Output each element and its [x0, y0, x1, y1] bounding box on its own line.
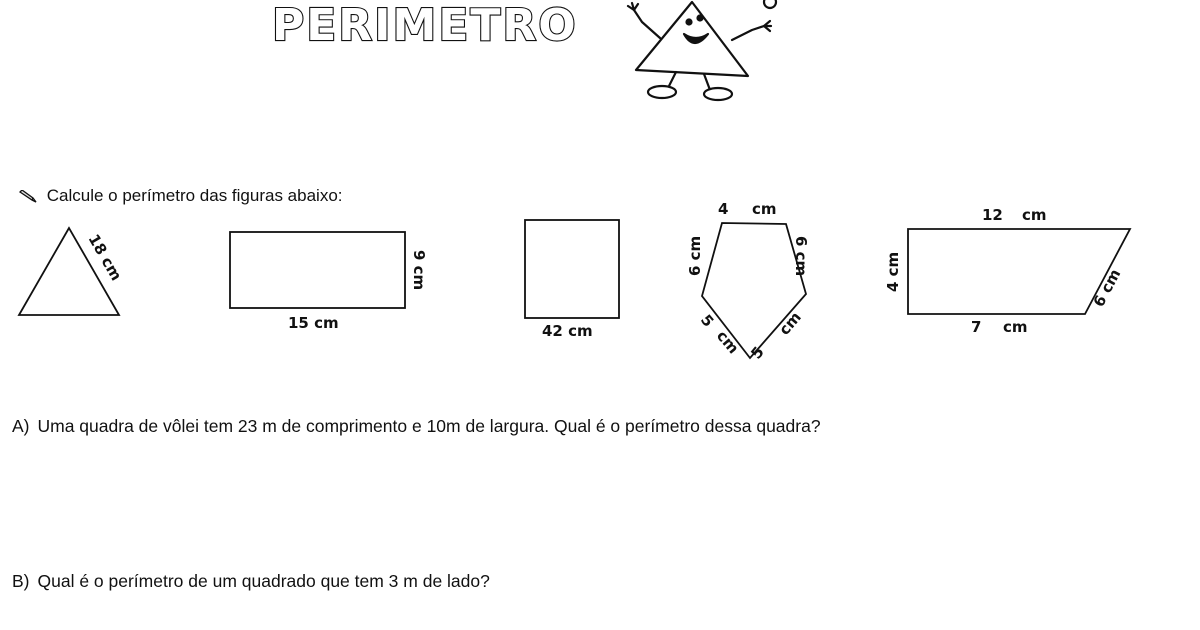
trapezoid-right-label: 6 cm	[1089, 265, 1125, 310]
question-a-prefix: A)	[12, 416, 30, 436]
trapezoid-top-unit: cm	[1022, 206, 1047, 224]
rectangle-width-label: 15 cm	[288, 314, 339, 332]
trapezoid-top-number: 12	[982, 206, 1003, 224]
pentagon-bottom-right-number: 5	[747, 343, 768, 363]
question-a	[12, 416, 821, 437]
pentagon-bottom-left-unit: cm	[712, 327, 743, 358]
question-b-text: Qual é o perímetro de um quadrado que tem 3 m de lado?	[37, 571, 490, 591]
question-a-text: Uma quadra de vôlei tem 23 m de comprimento e 10m de largura. Qual é o perímetro dessa quadra?	[37, 416, 821, 436]
trapezoid-bottom-unit: cm	[1003, 318, 1028, 336]
rectangle-height-label: 9 cm	[410, 250, 428, 291]
worksheet-title-text: PERIMETRO	[272, 0, 578, 46]
trapezoid-left-label: 4 cm	[884, 251, 902, 292]
pentagon-top-number: 4	[718, 200, 729, 218]
question-b-prefix: B)	[12, 571, 30, 591]
triangle-mascot-illustration	[612, 0, 787, 105]
pentagon-left-label: 6 cm	[686, 235, 704, 276]
pentagon-top-unit: cm	[752, 200, 777, 218]
rectangle-shape	[230, 232, 405, 308]
question-b	[12, 571, 490, 592]
triangle-side-label: 18 cm	[84, 231, 126, 284]
trapezoid-bottom-number: 7	[971, 318, 982, 336]
instruction-text: Calcule o perímetro das figuras abaixo:	[46, 186, 343, 205]
square-side-label: 42 cm	[542, 322, 593, 340]
pentagon-right-label: 6 cm	[792, 236, 810, 277]
figures-area	[0, 190, 1200, 370]
square-shape	[525, 220, 619, 318]
pentagon-bottom-left-number: 5	[696, 311, 718, 331]
worksheet-title	[268, 0, 578, 46]
pentagon-bottom-right-unit: cm	[775, 308, 805, 339]
